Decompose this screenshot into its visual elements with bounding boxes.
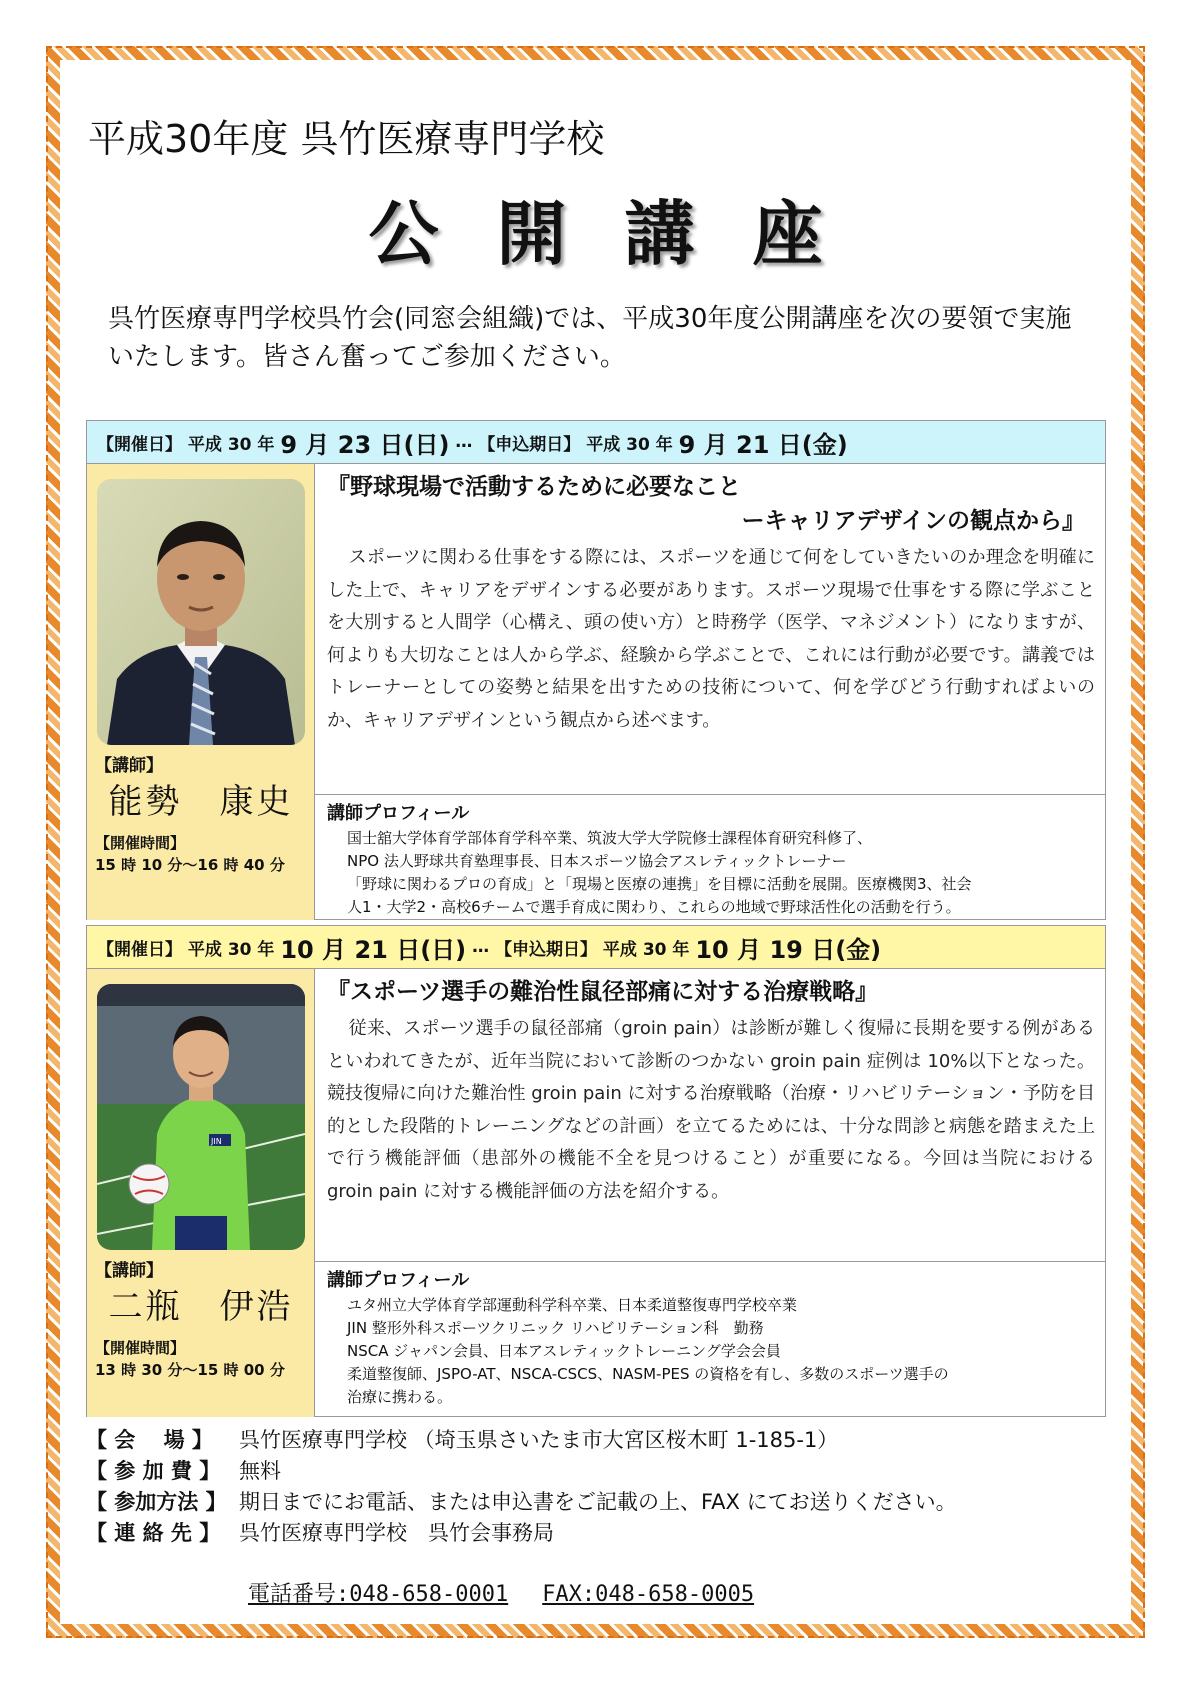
time-label: 【開催時間】 <box>95 1339 186 1357</box>
phone-number[interactable]: 電話番号:048-658-0001 <box>248 1582 509 1607</box>
shirt-text: JIN <box>211 1137 222 1146</box>
lecturer-profile <box>315 794 1105 919</box>
date-bar <box>87 421 1105 464</box>
info-row-venue <box>86 1425 957 1456</box>
info-row-method <box>86 1487 957 1518</box>
deadline-label: 【申込期日】 <box>478 434 581 455</box>
fax-number: FAX:048-658-0005 <box>542 1582 755 1607</box>
date-bar <box>87 926 1105 969</box>
deadline-prefix: 平成 30 年 <box>586 434 673 455</box>
lecture-title <box>315 464 1105 538</box>
time-value: 15 時 10 分～16 時 40 分 <box>95 856 285 874</box>
intro-text: 呉竹医療専門学校呉竹会(同窓会組織)では、平成30年度公開講座を次の要領で実施いたします。皆さん奮ってご参加ください。 <box>108 304 1072 372</box>
date-label: 【開催日】 <box>97 434 182 455</box>
lecture-description: 従来、スポーツ選手の鼠径部痛（groin pain）は診断が難しく復帰に長期を要する例があるといわれてきたが、近年当院において診断のつかない groin pain 症例は 10%以下となった。競技復帰に向けた難治性 groin pain に対する治療戦略（治療・リハビリテーション・予防を目的とした段階的トレーニングなどの計画）を立てるためには、十分な問診と病態を踏まえた上で行う機能評価（患部外の機能不全を見つけること）が重要になる。今回は当院における groin pain に対する機能評価の方法を紹介する。 <box>327 1018 1095 1202</box>
lecture-content <box>315 969 1105 1417</box>
lecturer-label: 【講師】 <box>95 1261 163 1281</box>
lecturer-label: 【講師】 <box>95 756 163 776</box>
lecturer-name: 二瓶 伊浩 <box>108 1287 294 1327</box>
profile-line: 柔道整復師、JSPO-AT、NSCA-CSCS、NASM-PES の資格を有し、多数のスポーツ選手の <box>347 1365 949 1383</box>
lecture-section-1 <box>86 420 1106 920</box>
lecturer-profile <box>315 1261 1105 1409</box>
separator: … <box>472 937 490 957</box>
profile-line: NPO 法人野球共育塾理事長、日本スポーツ協会アスレティックトレーナー <box>347 852 847 870</box>
page-title: 公開講座 <box>368 193 881 275</box>
profile-heading: 講師プロフィール <box>327 803 470 824</box>
info-key: 【 連 絡 先 】 <box>86 1521 221 1545</box>
info-key: 【 参 加 費 】 <box>86 1459 221 1483</box>
info-row-contact <box>86 1518 957 1549</box>
lecturer-name: 能勢 康史 <box>108 782 294 822</box>
event-date: 10 月 21 日(日) <box>280 935 467 964</box>
profile-heading: 講師プロフィール <box>327 1270 470 1291</box>
info-value: 呉竹医療専門学校 呉竹会事務局 <box>239 1521 554 1545</box>
deadline-date: 9 月 21 日(金) <box>678 430 848 459</box>
deadline-label: 【申込期日】 <box>495 939 597 960</box>
date-label: 【開催日】 <box>97 939 182 960</box>
lecturer-photo <box>97 984 305 1250</box>
time-label: 【開催時間】 <box>95 834 186 852</box>
profile-line: 国士舘大学体育学部体育学科卒業、筑波大学大学院修士課程体育研究科修了、 <box>347 829 873 847</box>
lecturer-panel <box>87 464 315 920</box>
profile-line: ユタ州立大学体育学部運動科学科卒業、日本柔道整復専門学校卒業 <box>347 1296 798 1314</box>
contact-numbers <box>248 1577 788 1608</box>
page-subtitle: 平成30年度 呉竹医療専門学校 <box>88 117 605 161</box>
info-value: 無料 <box>239 1459 281 1483</box>
lecture-title-line1: 『野球現場で活動するために必要なこと <box>327 474 741 500</box>
profile-line: JIN 整形外科スポーツクリニック リハビリテーション科 勤務 <box>347 1319 764 1337</box>
profile-line: 「野球に関わるプロの育成」と「現場と医療の連携」を目標に活動を展開。医療機関3、社会 <box>347 875 972 893</box>
profile-line: 人1・大学2・高校6チームで選手育成に関わり、これらの地域で野球活性化の活動を行う。 <box>347 898 961 916</box>
date-prefix: 平成 30 年 <box>187 434 275 455</box>
time-value: 13 時 30 分～15 時 00 分 <box>95 1361 285 1379</box>
profile-line: 治療に携わる。 <box>347 1388 453 1406</box>
event-info <box>86 1425 957 1549</box>
info-key: 【 会 場 】 <box>86 1428 213 1452</box>
info-value: 期日までにお電話、または申込書をご記載の上、FAX にてお送りください。 <box>239 1490 957 1514</box>
info-key: 【 参加方法 】 <box>86 1490 227 1514</box>
lecture-content <box>315 464 1105 920</box>
lecture-title-line2: ーキャリアデザインの観点から』 <box>741 508 1085 534</box>
lecture-section-2 <box>86 925 1106 1417</box>
date-prefix: 平成 30 年 <box>187 939 275 960</box>
lecturer-panel <box>87 969 315 1417</box>
lecture-title <box>315 969 1105 1009</box>
lecture-description: スポーツに関わる仕事をする際には、スポーツを通じて何をしていきたいのか理念を明確にした上で、キャリアをデザインする必要があります。スポーツ現場で仕事をする際に学ぶことを大別すると人間学（心構え、頭の使い方）と時務学（医学、マネジメント）になりますが、何よりも大切なことは人から学ぶ、経験から学ぶことで、これには行動が必要です。講義ではトレーナーとしての姿勢と結果を出すための技術について、何を学びどう行動すればよいのか、キャリアデザインという観点から述べます。 <box>327 547 1095 731</box>
lecture-title-line1: 『スポーツ選手の難治性鼠径部痛に対する治療戦略』 <box>327 979 879 1005</box>
lecturer-photo <box>97 479 305 745</box>
profile-line: NSCA ジャパン会員、日本アスレティックトレーニング学会会員 <box>347 1342 781 1360</box>
event-date: 9 月 23 日(日) <box>280 430 450 459</box>
info-value: 呉竹医療専門学校 （埼玉県さいたま市大宮区桜木町 1-185-1） <box>239 1428 839 1452</box>
info-row-fee <box>86 1456 957 1487</box>
separator: … <box>455 432 473 452</box>
deadline-date: 10 月 19 日(金) <box>695 935 882 964</box>
deadline-prefix: 平成 30 年 <box>602 939 690 960</box>
